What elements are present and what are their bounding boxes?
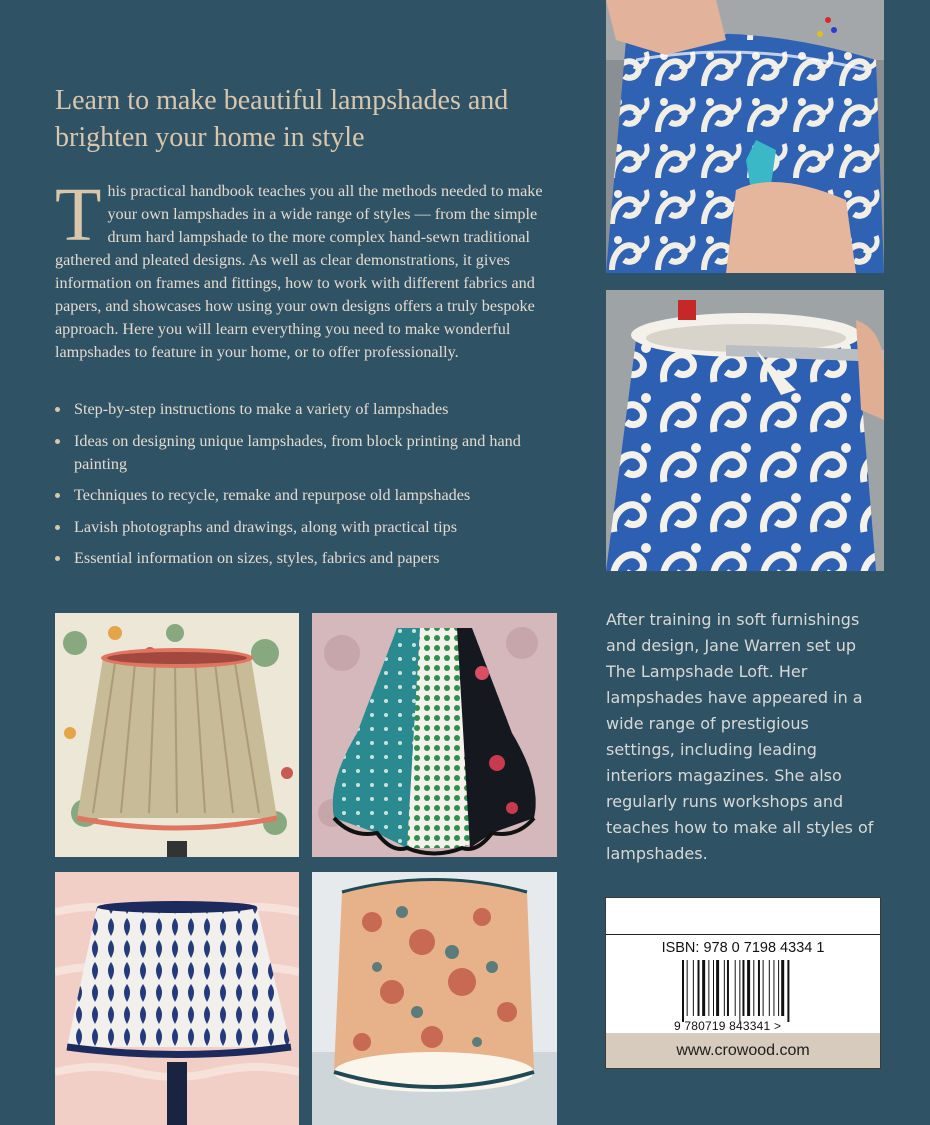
feature-text: Techniques to recycle, remake and repurpose old lampshades (74, 486, 471, 504)
publisher-website: www.crowood.com (606, 1033, 880, 1068)
isbn-label: ISBN: 978 0 7198 4334 1 (661, 940, 825, 956)
photo-pleated-lampshade (55, 613, 299, 857)
feature-list (55, 398, 555, 579)
photo-marbled-lampshade (312, 872, 557, 1125)
feature-item (55, 430, 555, 476)
bullet-dot-icon (55, 407, 60, 412)
barcode-panel (605, 897, 881, 1069)
intro-text: his practical handbook teaches you all the methods needed to make your own lampshades in a wide range of styles — from the simple drum hard lampshade to the more complex hand-sewn traditional gathered and pleated designs. As well as clear demonstrations, it gives information on frames and fittings, how to work with different fabrics and papers, and showcases how using your own designs offers a truly bespoke approach. Here you will learn everything you need to make wonderful lampshades to feature in your home, or to offer professionally. (55, 182, 543, 361)
author-bio: After training in soft furnishings and design, Jane Warren set up The Lampshade Loft. Her lampshades have appeared in a wide range of prestigious settings, including leading interiors magazines. She also regularly runs workshops and teaches how to make all styles of lampshades. (606, 610, 874, 863)
bullet-dot-icon (55, 493, 60, 498)
photo-scalloped-lampshade (312, 613, 557, 857)
intro-paragraph (55, 173, 555, 364)
feature-text: Step-by-step instructions to make a variety of lampshades (74, 400, 449, 418)
feature-item (55, 484, 555, 507)
barcode-digits: 9 780719 843341 > (674, 1019, 782, 1033)
bullet-dot-icon (55, 556, 60, 561)
barcode-icon (682, 960, 822, 1022)
photo-trimming-lampshade (606, 290, 884, 571)
bullet-dot-icon (55, 525, 60, 530)
divider (606, 934, 880, 935)
photo-sewing-lampshade (606, 0, 884, 273)
feature-item (55, 547, 555, 570)
feature-text: Lavish photographs and drawings, along with practical tips (74, 517, 458, 536)
headline: Learn to make beautiful lampshades and brighten your home in style (55, 85, 509, 153)
drop-cap: T (55, 173, 102, 257)
feature-item (55, 398, 555, 421)
photo-leaf-print-lampshade (55, 872, 299, 1125)
bullet-dot-icon (55, 439, 60, 444)
feature-text: Ideas on designing unique lampshades, from block printing and hand painting (74, 431, 521, 473)
feature-item (55, 516, 555, 539)
feature-text: Essential information on sizes, styles, fabrics and papers (74, 549, 440, 567)
